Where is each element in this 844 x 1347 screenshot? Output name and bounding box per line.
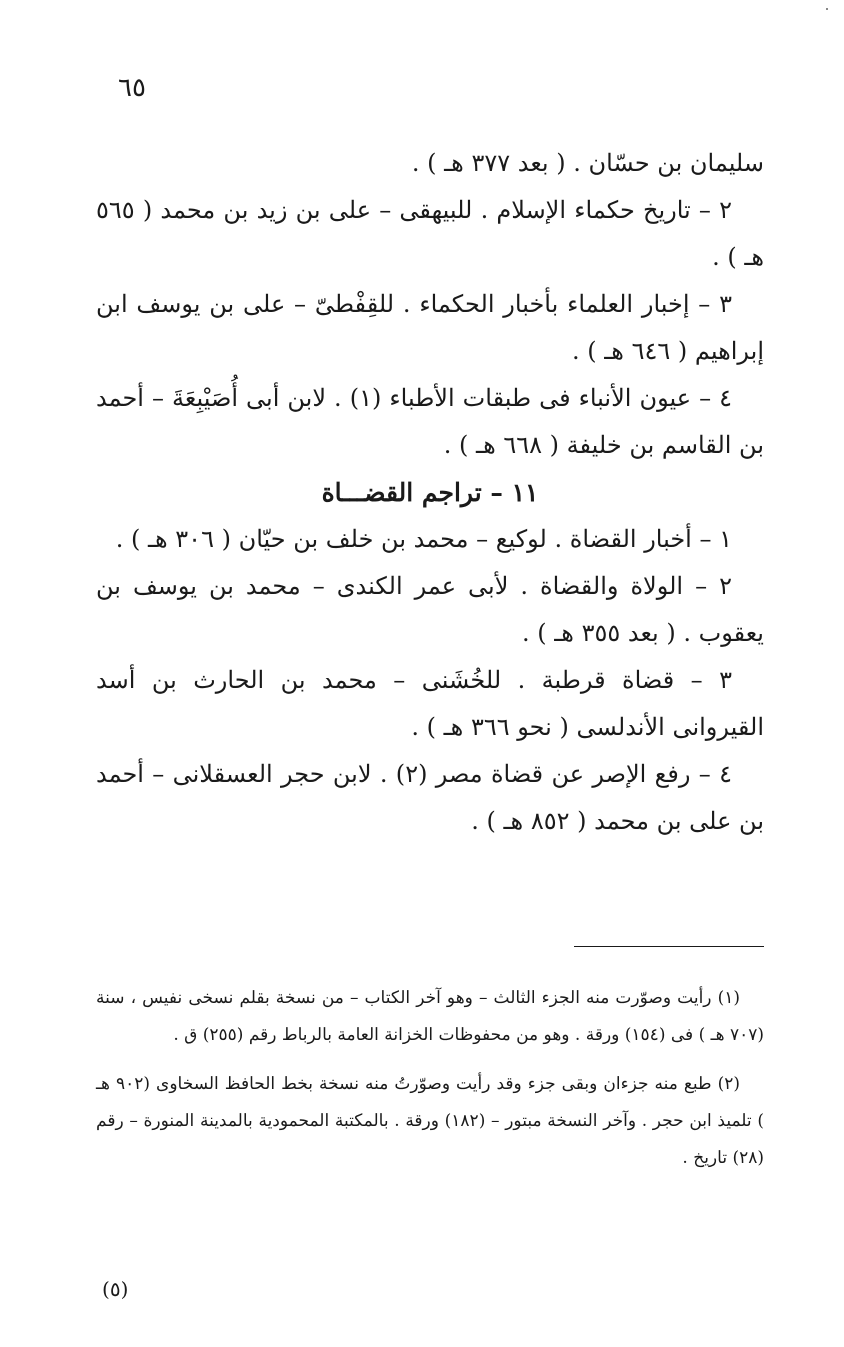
footnote: (٢) طبع منه جزءان وبقى جزء وقد رأيت وصوّرتُ منه نسخة بخط الحافظ السخاوى (٩٠٢ هـ ) تلميذ ابن حجر . وآخر النسخة مبتور – (١٨٢) ورقة . بالمكتبة المحمودية بالمدينة المنورة – رقم (٢٨) تاريخ . [96,1074,764,1168]
page-number: ٦٥ [118,73,146,103]
signature-mark: (٥) [102,1277,129,1301]
footnote-divider [574,946,764,947]
entry-item: ٤ – عيون الأنباء فى طبقات الأطباء (١) . لابن أبى أُصَيْبِعَةَ – أحمد بن القاسم بن خليفة ( ٦٦٨ هـ ) . [96,384,764,459]
entry-item: ١ – أخبار القضاة . لوكيع – محمد بن خلف بن حيّان ( ٣٠٦ هـ ) . [115,525,732,553]
section-heading: ١١ – تراجم القضـــاة [321,478,539,507]
entry-item: ٣ – قضاة قرطبة . للخُشَنى – محمد بن الحارث بن أسد القيروانى الأندلسى ( نحو ٣٦٦ هـ ) . [96,666,764,741]
entry-item: ٤ – رفع الإصر عن قضاة مصر (٢) . لابن حجر العسقلانى – أحمد بن على بن محمد ( ٨٥٢ هـ ) . [96,760,764,835]
footnotes [96,980,764,1177]
entry-item: ٢ – تاريخ حكماء الإسلام . للبيهقى – على بن زيد بن محمد ( ٥٦٥ هـ ) . [96,196,764,271]
entry-item: ٢ – الولاة والقضاة . لأبى عمر الكندى – محمد بن يوسف بن يعقوب . ( بعد ٣٥٥ هـ ) . [96,572,764,647]
scan-mark [826,8,828,10]
main-text [96,140,764,845]
entry-item: ٣ – إخبار العلماء بأخبار الحكماء . للقِفْطىّ – على بن يوسف ابن إبراهيم ( ٦٤٦ هـ ) . [96,290,764,365]
entry-continuation: سليمان بن حسّان . ( بعد ٣٧٧ هـ ) . [411,149,764,177]
footnote: (١) رأيت وصوّرت منه الجزء الثالث – وهو آخر الكتاب – من نسخة بقلم نسخى نفيس ، سنة (٧٠٧ هـ ) فى (١٥٤) ورقة . وهو من محفوظات الخزانة العامة بالرباط رقم (٢٥٥) ق . [96,988,764,1045]
